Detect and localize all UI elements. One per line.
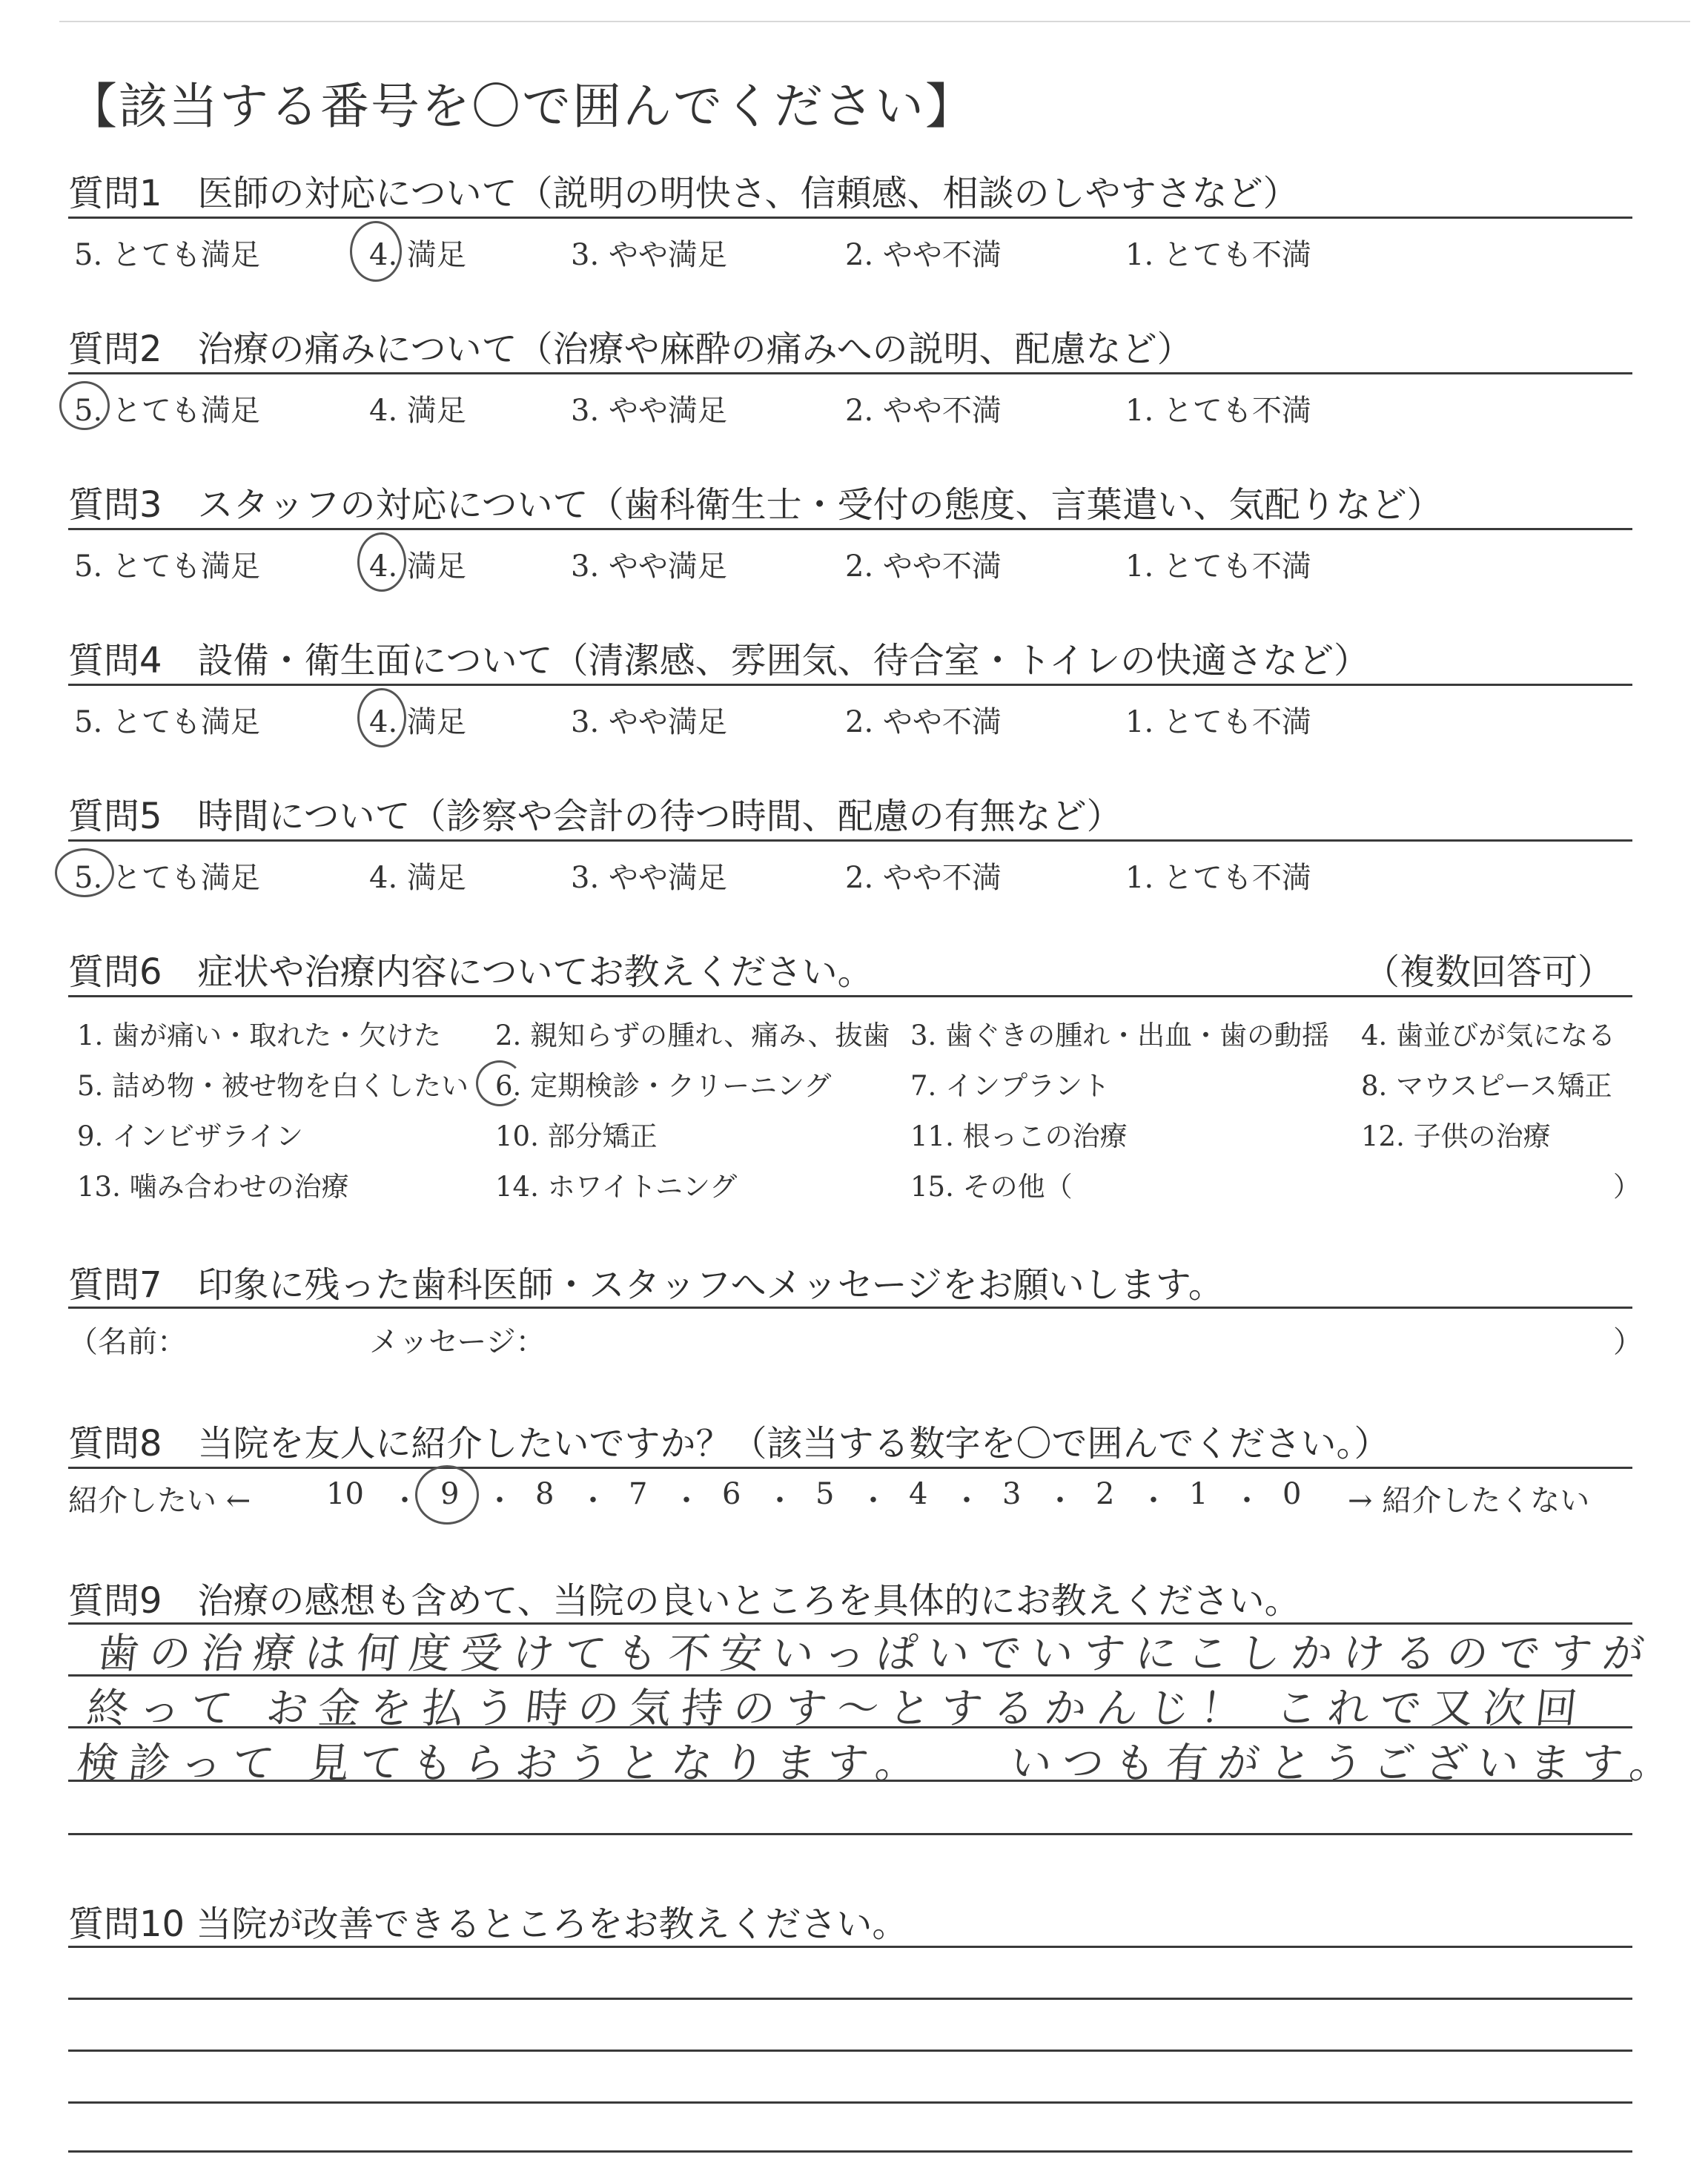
q6-option-8[interactable]: 8. マウスピース矯正 [1361,1070,1612,1102]
q8-separator: ・ [1045,1484,1075,1518]
q8-scale-0[interactable]: 0 [1282,1477,1302,1511]
q4-rule [68,684,1632,686]
q4-heading: 質問4 設備・衛生面について（清潔感、雰囲気、待合室・トイレの快適さなど） [68,640,1370,681]
q4-option-5[interactable]: 5. とても満足 [74,705,260,739]
q6-option-15[interactable]: 15. その他（ [910,1171,1073,1203]
q7-heading: 質問7 印象に残った歯科医師・スタッフへメッセージをお願いします。 [68,1264,1224,1306]
q8-separator: ・ [672,1484,701,1518]
q2-heading: 質問2 治療の痛みについて（治療や麻酔の痛みへの説明、配慮など） [68,328,1193,370]
q6-option-10[interactable]: 10. 部分矯正 [495,1120,658,1152]
q6-option-5[interactable]: 5. 詰め物・被せ物を白くしたい [77,1070,469,1102]
q8-separator: ・ [952,1484,982,1518]
q9-answer-line-2: 終って お金を払う時の気持のす～とするかんじ！ これで又次回 [85,1685,1590,1733]
q2-option-5[interactable]: 5. とても満足 [74,394,260,428]
q9-rule-5 [68,1833,1632,1835]
q6-multiple-note: （複数回答可） [1364,951,1614,993]
q3-option-3[interactable]: 3. やや満足 [571,549,727,584]
q7-message-label: メッセージ： [369,1325,546,1359]
q6-option-1[interactable]: 1. 歯が痛い・取れた・欠けた [77,1020,442,1051]
q10-rule-3 [68,2050,1632,2052]
q10-rule-5 [68,2150,1632,2153]
q1-option-3[interactable]: 3. やや満足 [571,238,727,272]
q3-rule [68,528,1632,530]
q4-option-3[interactable]: 3. やや満足 [571,705,727,739]
q6-option-13[interactable]: 13. 噛み合わせの治療 [77,1171,349,1203]
q4-option-1[interactable]: 1. とても不満 [1125,705,1311,739]
q10-rule-1 [68,1946,1632,1948]
q5-rule [68,839,1632,842]
q4-option-4[interactable]: 4. 満足 [369,705,466,739]
q8-separator: ・ [1139,1484,1168,1518]
q8-scale-6[interactable]: 6 [722,1477,741,1511]
q5-heading: 質問5 時間について（診察や会計の待つ時間、配慮の有無など） [68,796,1122,837]
q8-separator: ・ [390,1484,420,1518]
q6-option-14[interactable]: 14. ホワイトニング [495,1171,738,1203]
q7-close: ） [1613,1325,1643,1359]
q2-selection-circle [59,381,110,430]
q8-scale-5[interactable]: 5 [815,1477,835,1511]
q7-rule [68,1307,1632,1309]
q4-option-2[interactable]: 2. やや不満 [845,705,1002,739]
q1-heading: 質問1 医師の対応について（説明の明快さ、信頼感、相談のしやすさなど） [68,173,1299,214]
q10-heading: 質問10 当院が改善できるところをお教えください。 [68,1903,908,1945]
q5-option-1[interactable]: 1. とても不満 [1125,861,1311,895]
q5-option-4[interactable]: 4. 満足 [369,861,466,895]
q6-rule [68,995,1632,997]
q9-answer-line-3: 検診って 見てもらおうとなります。 いつも有がとうございます。 [74,1740,1684,1788]
q1-option-2[interactable]: 2. やや不満 [845,238,1002,272]
q6-option-7[interactable]: 7. インプラント [910,1070,1110,1102]
q2-rule [68,372,1632,374]
q6-option-3[interactable]: 3. 歯ぐきの腫れ・出血・歯の動揺 [910,1020,1330,1051]
q1-selection-circle [350,221,402,282]
top-border [59,21,1690,22]
q10-rule-2 [68,1998,1632,2000]
q2-option-4[interactable]: 4. 満足 [369,394,466,428]
q8-scale-1[interactable]: 1 [1189,1477,1208,1511]
q2-option-3[interactable]: 3. やや満足 [571,394,727,428]
q1-option-4[interactable]: 4. 満足 [369,238,466,272]
q2-option-1[interactable]: 1. とても不満 [1125,394,1311,428]
q8-separator: ・ [858,1484,888,1518]
q2-option-2[interactable]: 2. やや不満 [845,394,1002,428]
q6-option-4[interactable]: 4. 歯並びが気になる [1361,1020,1616,1051]
q8-right-label: → 紹介したくない [1348,1484,1590,1518]
q8-separator: ・ [578,1484,608,1518]
q8-separator: ・ [485,1484,514,1518]
q8-separator: ・ [1232,1484,1262,1518]
q8-scale-4[interactable]: 4 [909,1477,928,1511]
q5-option-5[interactable]: 5. とても満足 [74,861,260,895]
q6-heading: 質問6 症状や治療内容についてお教えください。 [68,951,873,993]
q5-option-2[interactable]: 2. やや不満 [845,861,1002,895]
q4-selection-circle [357,688,406,747]
q9-heading: 質問9 治療の感想も含めて、当院の良いところを具体的にお教えください。 [68,1580,1300,1622]
q8-scale-9[interactable]: 9 [440,1477,460,1511]
q3-option-5[interactable]: 5. とても満足 [74,549,260,584]
q3-selection-circle [357,532,406,592]
q8-scale-8[interactable]: 8 [535,1477,555,1511]
q7-name-label: （名前： [68,1325,187,1359]
q8-scale-7[interactable]: 7 [629,1477,648,1511]
q8-scale-3[interactable]: 3 [1002,1477,1022,1511]
page-title: 【該当する番号を〇で囲んでください】 [68,78,976,135]
q3-heading: 質問3 スタッフの対応について（歯科衛生士・受付の態度、言葉遣い、気配りなど） [68,484,1443,526]
q3-option-2[interactable]: 2. やや不満 [845,549,1002,584]
q6-option-9[interactable]: 9. インビザライン [77,1120,303,1152]
q5-selection-circle [55,848,114,897]
q3-option-4[interactable]: 4. 満足 [369,549,466,584]
q3-option-1[interactable]: 1. とても不満 [1125,549,1311,584]
q1-option-5[interactable]: 5. とても満足 [74,238,260,272]
q1-option-1[interactable]: 1. とても不満 [1125,238,1311,272]
q8-scale-10[interactable]: 10 [326,1477,364,1511]
q10-rule-4 [68,2101,1632,2104]
q8-rule [68,1467,1632,1469]
q5-option-3[interactable]: 3. やや満足 [571,861,727,895]
q1-rule [68,217,1632,219]
q6-other-close: ） [1613,1171,1641,1203]
q6-option-11[interactable]: 11. 根っこの治療 [910,1120,1128,1152]
q8-left-label: 紹介したい ← [68,1484,251,1518]
q9-answer-line-1: 歯の治療は何度受けても不安いっぱいでいすにこしかけるのですが [95,1630,1657,1678]
q6-option-2[interactable]: 2. 親知らずの腫れ、痛み、抜歯 [495,1020,890,1051]
q8-selection-circle [415,1465,479,1525]
q6-option-12[interactable]: 12. 子供の治療 [1361,1120,1551,1152]
q8-scale-2[interactable]: 2 [1096,1477,1115,1511]
q8-separator: ・ [765,1484,795,1518]
q6-selection-circle [476,1060,523,1106]
q8-heading: 質問8 当院を友人に紹介したいですか？（該当する数字を〇で囲んでください。） [68,1423,1390,1464]
q6-option-6[interactable]: 6. 定期検診・クリーニング [495,1070,832,1102]
